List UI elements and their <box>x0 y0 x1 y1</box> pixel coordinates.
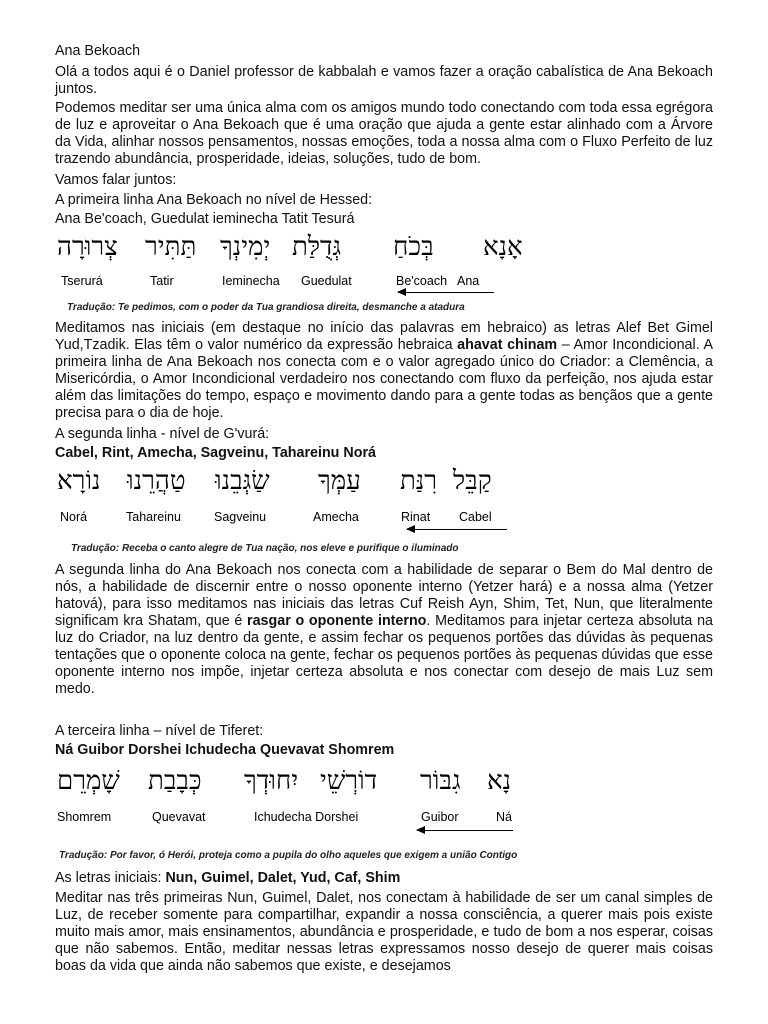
translit-word: Be'coach <box>396 274 448 288</box>
hebrew-word: יְמִינְךָ <box>220 232 271 262</box>
hebrew-word: גְּדֻלַּת <box>292 232 342 262</box>
hebrew-word: עַמְּךָ <box>318 466 361 496</box>
translit-word: Guibor <box>421 810 459 824</box>
line1-heading: A primeira linha Ana Bekoach no nível de Hessed: <box>55 192 373 208</box>
hebrew-word: נוֹרָא <box>57 466 101 496</box>
translit-word: Ná <box>496 810 512 824</box>
translit-word: Ana <box>457 274 480 288</box>
reading-direction-arrow <box>417 830 513 831</box>
line3-translation: Tradução: Por favor, ó Herói, proteja como a pupila do olho aqueles que exigem a união Contigo <box>59 850 518 861</box>
translit-word: Guedulat <box>301 274 352 288</box>
translit-word: Tserurá <box>61 274 103 288</box>
translit-word: Norá <box>60 510 88 524</box>
hebrew-word: רִנַּת <box>400 466 438 496</box>
line2-translation: Tradução: Receba o canto alegre de Tua nação, nos eleve e purifique o iluminado <box>71 543 459 554</box>
line1-translation: Tradução: Te pedimos, com o poder da Tua grandiosa direita, desmanche a atadura <box>67 302 465 313</box>
line3-hebrew-figure <box>55 762 525 862</box>
translit-word: Quevavat <box>152 810 206 824</box>
translit-word: Ieminecha <box>222 274 280 288</box>
line3-phonetic: Ná Guibor Dorshei Ichudecha Quevavat Shomrem <box>55 742 395 758</box>
hebrew-word: דוֹרְשֵׁי <box>320 766 378 796</box>
hebrew-word: שַׂגְּבֵנוּ <box>215 466 270 496</box>
translit-word: Shomrem <box>57 810 112 824</box>
hebrew-word: גִבּוֹר <box>420 766 461 796</box>
document-title: Ana Bekoach <box>55 43 141 59</box>
hebrew-word: שָׁמְרֵם <box>57 766 120 796</box>
line3-initials-label: As letras iniciais: <box>55 870 166 886</box>
hebrew-word: קַבֵּל <box>453 466 492 496</box>
line3-body: Meditar nas três primeiras Nun, Guimel, Dalet, nos conectam à habilidade de ser um canal simples de Luz, de receber somente para compartilhar, expandir a nossa consciência, a querer mais pois existe muito mais amor, mais ensinamentos, abundância e prosperidade, e tudo de bom a nos esperar, coisas que não sabemos. Então, meditar nessas letras expressamos nosso desejo de querer mais coisas boas da vida que ainda não sabemos que existe, e desejamos <box>55 890 713 974</box>
hebrew-word: נָא <box>487 766 512 796</box>
line1-body-bold: ahavat chinam <box>457 337 558 353</box>
intro-paragraph-2: Podemos meditar ser uma única alma com os amigos mundo todo conectando com toda essa egrégora de luz e aproveitar o Ana Bekoach que é uma oração que ajuda a gente estar alinhado com a Árvore da Vida, alinhar nossos pensamentos, nossas emoções, toda a nossa alma com o Fluxo Perfeito de luz trazendo abundância, prosperidade, ideias, soluções, tudo de bom. <box>55 100 713 167</box>
hebrew-word: בְּכֹחַ <box>393 232 434 262</box>
line2-phonetic: Cabel, Rint, Amecha, Sagveinu, Tahareinu Norá <box>55 445 376 461</box>
translit-word: Rinat <box>401 510 431 524</box>
intro-paragraph-1: Olá a todos aqui é o Daniel professor de kabbalah e vamos fazer a oração cabalística de Ana Bekoach juntos. <box>55 64 713 97</box>
hebrew-word: אָנָא <box>483 232 523 262</box>
line3-initials-letters: Nun, Guimel, Dalet, Yud, Caf, Shim <box>165 870 401 886</box>
reading-direction-arrow <box>407 529 507 530</box>
line2-heading: A segunda linha - nível de G'vurá: <box>55 426 270 442</box>
hebrew-word: יִחוּדְךָ <box>244 766 299 796</box>
hebrew-word: כְּבָבַת <box>148 766 202 796</box>
hebrew-word: טַהֲרֵנוּ <box>127 466 186 496</box>
translit-word: Amecha <box>313 510 359 524</box>
hebrew-word: צְרוּרָה <box>57 232 118 262</box>
line2-body-text-b: . Meditamos para injetar certeza absoluta na luz do Criador, na luz dentro da gente, e assim fechar os pequenos portões das dúvidas às pequenas tentações que o oponente coloca na gente, fechar os pequenos portões às pequenas dúvidas que esse oponente interno nos impõe, injetar certeza absoluta e nos conectar com desejo de mais Luz sem medo. <box>55 613 713 697</box>
translit-word: Cabel <box>459 510 492 524</box>
line3-initials <box>55 870 400 887</box>
line1-phonetic: Ana Be'coach, Guedulat ieminecha Tatit Tesurá <box>55 211 355 227</box>
line1-body-text-a: Meditamos nas iniciais (em destaque no início das palavras em hebraico) as letras Alef Bet Gimel Yud,Tzadik. Elas têm o valor numérico da expressão hebraica <box>55 320 713 353</box>
hebrew-word: תַּתִּיר <box>145 232 197 262</box>
translit-word: Tatir <box>150 274 174 288</box>
translit-word: Ichudecha Dorshei <box>254 810 359 824</box>
line1-body <box>55 320 713 422</box>
line1-body-text-b: – Amor Incondicional. A primeira linha de Ana Bekoach nos conecta com e o valor agregado único do Criador: a Clemência, a Misericórdia, o Amor Incondicional verdadeiro nos conectando com fluxo da perfeição, nos ajuda estar além das limitações do tempo, espaço e movimento dando para a gente todas as bençãos que a gente precisa para o dia de hoje. <box>55 337 714 421</box>
reading-direction-arrow <box>398 292 494 293</box>
translit-word: Tahareinu <box>126 510 181 524</box>
line2-body <box>55 562 713 698</box>
line1-hebrew-figure <box>55 230 525 318</box>
line2-hebrew-figure <box>55 464 525 560</box>
intro-paragraph-3: Vamos falar juntos: <box>55 172 177 188</box>
translit-word: Sagveinu <box>214 510 267 524</box>
line2-body-text-a: A segunda linha do Ana Bekoach nos conecta com a habilidade de separar o Bem do Mal dentro de nós, a habilidade de discernir entre o nosso oponente interno (Yetzer hará) e a nossa alma (Yetzer hatová), para isso meditamos nas iniciais das letras Cuf Reish Ayn, Shim, Tet, Nun, que literalmente significam kra Shatam, que é <box>55 562 713 629</box>
line2-body-bold: rasgar o oponente interno <box>247 613 427 629</box>
line3-heading: A terceira linha – nível de Tiferet: <box>55 723 264 739</box>
